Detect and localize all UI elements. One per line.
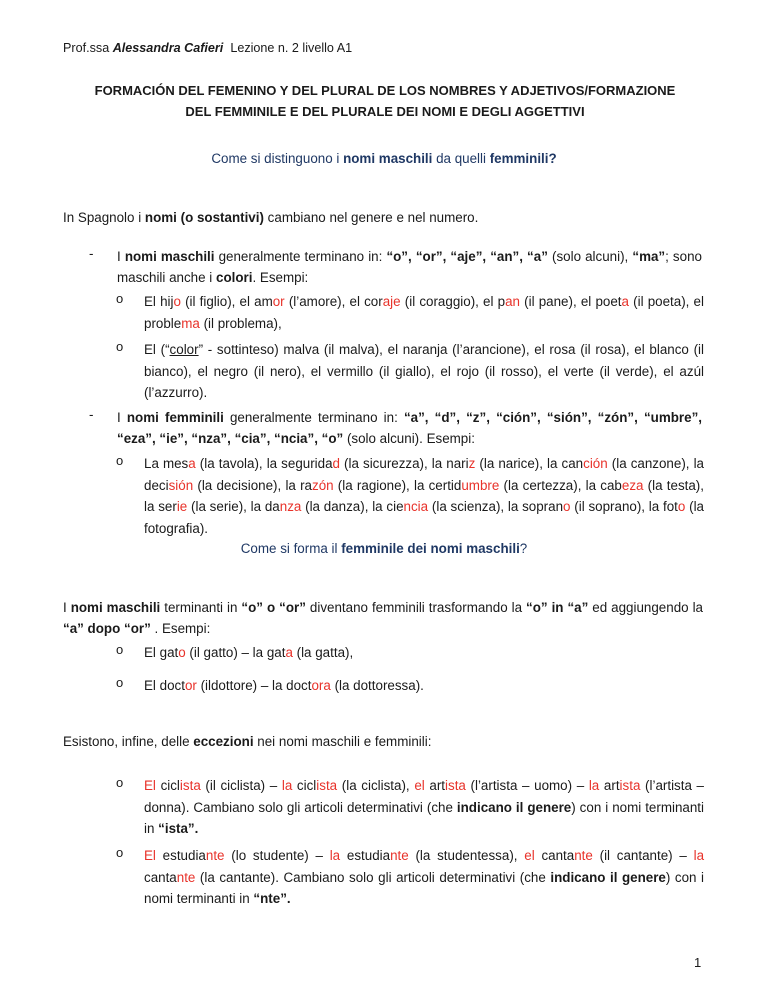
rule-example-1 bbox=[144, 642, 704, 664]
fem-ex-run: d bbox=[332, 456, 340, 471]
fem-ex-run: z bbox=[468, 456, 476, 471]
masc-ex1-run: (il poeta), el proble bbox=[144, 294, 704, 331]
question-heading-2 bbox=[0, 541, 768, 556]
exc-ex2-run: (lo studente) – bbox=[224, 848, 330, 863]
exc-ex1-run: (l’artista – uomo) – bbox=[465, 778, 589, 793]
fem-ex-run: ción bbox=[583, 456, 608, 471]
fem-ex-run: zón bbox=[312, 477, 334, 493]
rule-run: diventano femminili trasformando la bbox=[305, 600, 527, 615]
masc-ex2-run: El (“ bbox=[144, 342, 170, 357]
masc-text-5: (solo alcuni), bbox=[547, 249, 633, 264]
masc-ex1-run: or bbox=[272, 294, 285, 309]
exc-ex2-run: (la studentessa), bbox=[408, 848, 525, 863]
exc-ex2-run: nte bbox=[176, 869, 196, 885]
bullet-marker: o bbox=[116, 775, 124, 790]
bullet-marker: o bbox=[116, 339, 124, 354]
exc-ex2-run: nte bbox=[574, 848, 593, 863]
exc-ex1-run: cicl bbox=[155, 778, 180, 793]
rule-run: ed aggiungendo la bbox=[588, 600, 703, 615]
exc-ex2-run: nte bbox=[205, 848, 225, 863]
masculine-rule bbox=[117, 246, 702, 288]
q2-text-1: Come si forma il bbox=[240, 541, 342, 556]
intro-text-3: cambiano nel genere e nel numero. bbox=[263, 210, 479, 225]
dash-marker-2: - bbox=[89, 407, 94, 422]
feminine-example bbox=[144, 453, 704, 539]
masc-text-3: generalmente terminano in: bbox=[214, 249, 387, 264]
bullet-marker: o bbox=[116, 291, 124, 306]
exc-ex2-run: (il cantante) – bbox=[592, 848, 694, 863]
rule-ex1-run: o bbox=[178, 645, 186, 660]
rule-ex2-run: ora bbox=[311, 678, 331, 693]
rule-ex2-run: (ildottore) – la doct bbox=[196, 678, 312, 693]
rule-ex1-run: a bbox=[285, 645, 293, 660]
fem-ex-run: sión bbox=[168, 477, 194, 493]
exception-example-1 bbox=[144, 775, 704, 840]
exc-ex1-run: (la ciclista), bbox=[337, 778, 415, 793]
rule-run: “o” o “or” bbox=[241, 600, 306, 615]
intro-paragraph bbox=[63, 207, 703, 228]
masc-ex1-run: (l’amore), el cor bbox=[284, 294, 383, 309]
exc-ex1-run: la bbox=[281, 778, 293, 793]
fem-ex-run: (la testa), la ser bbox=[144, 477, 704, 514]
masc-text-2: nomi maschili bbox=[124, 249, 215, 264]
bullet-marker: o bbox=[116, 453, 124, 468]
exc-ex2-run: la bbox=[329, 848, 341, 863]
exc-ex2-run: canta bbox=[144, 869, 177, 885]
fem-ex-run: (la ragione), la certid bbox=[333, 477, 462, 493]
rule-ex1-run: (il gatto) – la gat bbox=[185, 645, 286, 660]
fem-ex-run: (il soprano), la fot bbox=[570, 499, 678, 514]
exc-ex1-run: cicl bbox=[292, 778, 317, 793]
exc-ex2-run: “nte”. bbox=[253, 891, 291, 906]
exc-ex2-run: (la cantante). Cambiano solo gli articoli determinativi (che bbox=[195, 869, 551, 885]
masc-ex1-run: o bbox=[173, 294, 181, 309]
masculine-example-1 bbox=[144, 291, 704, 334]
fem-ex-run: (la tavola), la segurida bbox=[195, 456, 333, 471]
bullet-marker: o bbox=[116, 845, 124, 860]
rule-run: nomi maschili bbox=[70, 600, 161, 615]
q1-text-2: nomi maschili bbox=[343, 151, 433, 166]
exc-ex2-run: El bbox=[144, 848, 156, 863]
fem-ex-run: nza bbox=[279, 499, 302, 514]
rule-ex1-run: (la gatta), bbox=[292, 645, 354, 660]
masc-ex1-run: aje bbox=[382, 294, 401, 309]
rule-example-2 bbox=[144, 675, 704, 697]
fem-ex-run: (la certezza), la cab bbox=[499, 477, 622, 493]
fem-ex-run: umbre bbox=[461, 477, 500, 493]
exc-text-3: nei nomi maschili e femminili: bbox=[253, 734, 432, 749]
fem-text-1: I bbox=[117, 410, 127, 425]
q2-text-3: ? bbox=[519, 541, 528, 556]
fem-text-3: generalmente terminano in: bbox=[223, 410, 404, 425]
exc-ex1-run: art bbox=[424, 778, 446, 793]
masc-text-9: . Esempi: bbox=[252, 270, 309, 285]
exc-ex1-run: El bbox=[144, 778, 156, 793]
exc-ex1-run: ) con i nomi terminanti in bbox=[144, 799, 704, 836]
feminine-rule bbox=[117, 407, 702, 449]
fem-ex-run: (la decisione), la ra bbox=[193, 477, 312, 493]
q1-text-1: Come si distinguono i bbox=[211, 151, 344, 166]
rule-ex1-run: El gat bbox=[144, 645, 179, 660]
bullet-marker: o bbox=[116, 642, 124, 657]
exc-ex1-run: (l’artista – donna). Cambiano solo gli articoli determinativi (che bbox=[144, 778, 705, 815]
masc-text-4: “o”, “or”, “aje”, “an”, “a” bbox=[386, 249, 548, 264]
fem-ex-run: eza bbox=[621, 477, 644, 493]
q1-text-3: da quelli bbox=[432, 151, 490, 166]
fem-ex-run: ncia bbox=[403, 499, 429, 514]
fem-ex-run: a bbox=[188, 456, 196, 471]
exc-ex2-run: estudia bbox=[340, 848, 391, 863]
intro-text-2: nomi (o sostantivi) bbox=[144, 210, 264, 225]
masc-text-8: colori bbox=[216, 270, 253, 285]
fem-ex-run: La mes bbox=[144, 456, 189, 471]
rule-ex2-run: (la dottoressa). bbox=[330, 678, 424, 693]
rule-ex2-run: El doct bbox=[144, 678, 185, 693]
exc-text-2: eccezioni bbox=[193, 734, 254, 749]
fem-ex-run: (la canzone), la deci bbox=[144, 456, 704, 493]
masc-ex1-run: a bbox=[621, 294, 629, 309]
exception-example-2 bbox=[144, 845, 704, 910]
feminine-formation-rule bbox=[63, 597, 703, 639]
question-heading-1 bbox=[0, 151, 768, 166]
rule-run: terminanti in bbox=[160, 600, 242, 615]
fem-ex-run: ie bbox=[176, 499, 188, 514]
exc-ex1-run: ista bbox=[445, 778, 466, 793]
masc-text-7: ; sono maschili anche i bbox=[117, 249, 702, 285]
exc-ex2-run: estudia bbox=[155, 848, 206, 863]
fem-ex-run: (la danza), la cie bbox=[301, 499, 404, 514]
exceptions-intro bbox=[63, 731, 703, 752]
page-header bbox=[63, 41, 352, 55]
rule-run: . Esempi: bbox=[150, 621, 211, 636]
fem-ex-run: o bbox=[677, 499, 686, 514]
fem-text-4: “a”, “d”, “z”, “ción”, “sión”, “zón”, “umbre”, “eza”, “ie”, “nza”, “cia”, “ncia”, “o” bbox=[117, 410, 702, 446]
masc-ex1-run: (il coraggio), el p bbox=[400, 294, 506, 309]
exc-ex1-run: ista bbox=[619, 778, 641, 793]
masculine-example-2 bbox=[144, 339, 704, 404]
exc-ex2-run: nte bbox=[390, 848, 409, 863]
exc-ex2-run: la bbox=[693, 848, 705, 863]
masc-ex1-run: El hij bbox=[144, 294, 174, 309]
exc-ex1-run: art bbox=[599, 778, 620, 793]
exc-ex1-run: (il ciclista) – bbox=[200, 778, 282, 793]
q1-text-4: femminili? bbox=[489, 151, 557, 166]
fem-text-5: (solo alcuni). Esempi: bbox=[343, 431, 475, 446]
exc-ex1-run: indicano il genere bbox=[456, 799, 572, 815]
exc-ex1-run: ista bbox=[179, 778, 201, 793]
fem-ex-run: (la narice), la can bbox=[475, 456, 584, 471]
masc-ex1-run: an bbox=[505, 294, 520, 309]
exc-ex1-run: el bbox=[414, 778, 425, 793]
lesson-label: Lezione n. 2 livello A1 bbox=[230, 41, 353, 55]
fem-text-2: nomi femminili bbox=[126, 410, 224, 425]
rule-run: “a” dopo “or” bbox=[63, 621, 151, 636]
exc-ex1-run: la bbox=[588, 778, 600, 793]
exc-ex2-run: ) con i nomi terminanti in bbox=[144, 869, 704, 906]
exc-ex1-run: ista bbox=[316, 778, 338, 793]
author-name: Alessandra Cafieri bbox=[112, 41, 224, 55]
rule-run: I bbox=[63, 600, 71, 615]
masc-ex2-run: ” - sottinteso) malva (il malva), el naranja (l’arancione), el rosa (il rosa), el blanco (il bianco), el negro (il nero), el vermillo (il giallo), el rojo (il rosso), el verte (il verde), el azúl (l’azzurro). bbox=[144, 342, 704, 400]
fem-ex-run: o bbox=[563, 499, 571, 514]
fem-ex-run: (la fotografia). bbox=[144, 499, 704, 536]
author-prefix: Prof.ssa bbox=[63, 41, 113, 55]
q2-text-2: femminile dei nomi maschili bbox=[341, 541, 520, 556]
exc-ex1-run: “ista”. bbox=[158, 821, 199, 836]
fem-ex-run: (la sicurezza), la nari bbox=[340, 456, 469, 471]
masc-ex1-run: (il problema), bbox=[199, 315, 282, 331]
masc-ex1-run: ma bbox=[181, 315, 200, 331]
rule-ex2-run: or bbox=[184, 678, 197, 693]
page-number: 1 bbox=[694, 955, 702, 970]
fem-ex-run: (la scienza), la sopran bbox=[428, 499, 564, 514]
masc-ex2-run: color bbox=[169, 342, 199, 357]
exc-ex2-run: indicano il genere bbox=[550, 869, 666, 885]
masc-ex1-run: (il figlio), el am bbox=[180, 294, 273, 309]
document-title: FORMACIÓN DEL FEMENINO Y DEL PLURAL DE LOS NOMBRES Y ADJETIVOS/FORMAZIONE DEL FEMMINILE E DEL PLURALE DEI NOMI E DEGLI AGGETTIVI bbox=[94, 83, 676, 119]
exc-ex2-run: canta bbox=[534, 848, 575, 863]
masc-ex1-run: (il pane), el poet bbox=[519, 294, 622, 309]
masc-text-6: “ma” bbox=[632, 249, 666, 264]
masc-text-1: I bbox=[117, 249, 125, 264]
fem-ex-run: (la serie), la da bbox=[187, 499, 280, 514]
bullet-marker: o bbox=[116, 675, 124, 690]
dash-marker-1: - bbox=[89, 246, 94, 261]
exc-text-1: Esistono, infine, delle bbox=[63, 734, 194, 749]
rule-run: “o” in “a” bbox=[526, 600, 589, 615]
intro-text-1: In Spagnolo i bbox=[63, 210, 145, 225]
exc-ex2-run: el bbox=[524, 848, 535, 863]
